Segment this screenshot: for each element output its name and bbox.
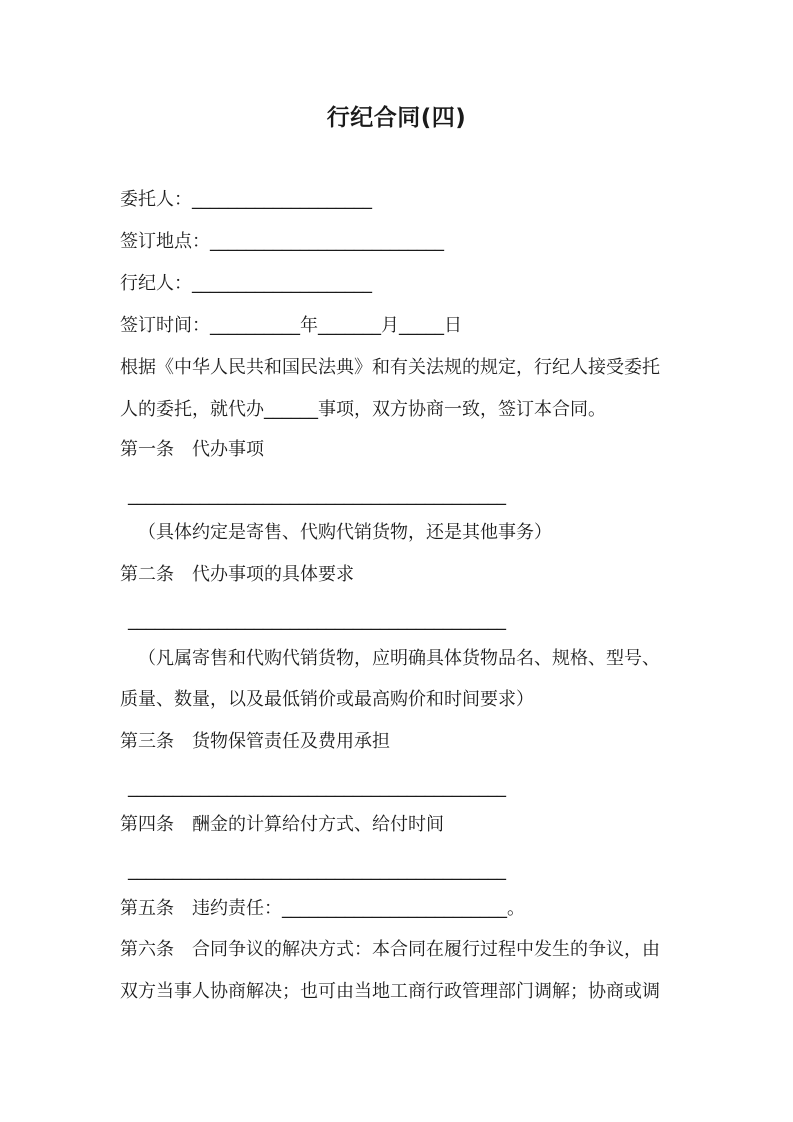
article-3-heading: 第三条 货物保管责任及费用承担 <box>120 731 390 752</box>
article-4-blank: __________________________________________ <box>128 860 506 881</box>
preamble-line-1: 根据《中华人民共和国民法典》和有关法规的规定，行纪人接受委托 <box>120 357 660 378</box>
article-1-heading: 第一条 代办事项 <box>120 439 264 460</box>
article-6-line-2: 双方当事人协商解决；也可由当地工商行政管理部门调解；协商或调 <box>120 981 660 1002</box>
article-1-blank: __________________________________________ <box>128 485 506 506</box>
article-2-blank: __________________________________________ <box>128 610 506 631</box>
principal-field: 委托人：____________________ <box>120 189 372 210</box>
broker-field: 行纪人：____________________ <box>120 273 372 294</box>
article-2-heading: 第二条 代办事项的具体要求 <box>120 564 354 585</box>
preamble-line-2: 人的委托，就代办______事项，双方协商一致，签订本合同。 <box>120 399 606 420</box>
article-2-note-line-1: （凡属寄售和代购代销货物，应明确具体货物品名、规格、型号、 <box>138 648 660 669</box>
article-3-blank: __________________________________________ <box>128 777 506 798</box>
signing-place-field: 签订地点：__________________________ <box>120 231 444 252</box>
article-5-line: 第五条 违约责任：_________________________。 <box>120 898 525 919</box>
article-1-note: （具体约定是寄售、代购代销货物，还是其他事务） <box>138 522 552 543</box>
signing-date-field: 签订时间：__________年_______月_____日 <box>120 315 462 336</box>
article-2-note-line-2: 质量、数量，以及最低销价或最高购价和时间要求） <box>120 689 534 710</box>
document-title: 行纪合同(四) <box>326 105 467 131</box>
article-6-line-1: 第六条 合同争议的解决方式：本合同在履行过程中发生的争议，由 <box>120 939 660 960</box>
article-4-heading: 第四条 酬金的计算给付方式、给付时间 <box>120 814 444 835</box>
